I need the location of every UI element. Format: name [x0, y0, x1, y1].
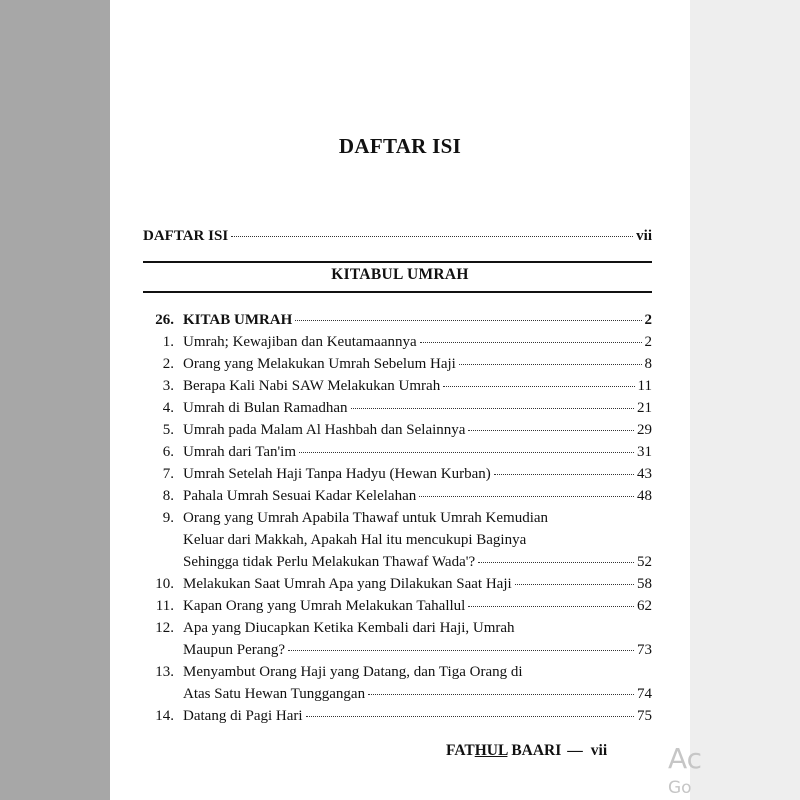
entry-number: 9. [162, 510, 174, 526]
entry-title: Orang yang Melakukan Umrah Sebelum Haji [183, 356, 456, 372]
entry-title: Berapa Kali Nabi SAW Melakukan Umrah [183, 378, 441, 394]
entry-title: Atas Satu Hewan Tunggangan [183, 686, 366, 702]
toc-entry [143, 331, 652, 353]
footer-title-c: BAARI [507, 742, 562, 759]
entry-number: 13. [155, 664, 174, 680]
chapter-page: 2 [644, 312, 652, 328]
entry-title: Apa yang Diucapkan Ketika Kembali dari Haji, Umrah [183, 620, 515, 636]
left-gutter [0, 0, 110, 800]
entry-page-number: 21 [637, 400, 652, 416]
toc-entry [143, 485, 652, 507]
dot-leader [420, 342, 642, 343]
entry-page-number: 52 [637, 554, 652, 570]
entry-page-number: 58 [637, 576, 652, 592]
chapter-row [143, 309, 652, 331]
entry-title: Umrah Setelah Haji Tanpa Hadyu (Hewan Kurban) [183, 466, 491, 482]
dot-leader [443, 386, 634, 387]
footer-page-number: vii [590, 742, 608, 759]
toc-head-row [143, 228, 652, 245]
entry-title: Orang yang Umrah Apabila Thawaf untuk Umrah Kemudian [183, 510, 549, 526]
entry-page-number: 29 [637, 422, 652, 438]
watermark-line-2: Go [668, 778, 692, 798]
right-gutter [668, 0, 800, 800]
dot-leader [288, 650, 634, 651]
entry-list [143, 331, 652, 727]
toc-entry [143, 397, 652, 419]
dot-leader [459, 364, 642, 365]
entry-title: Menyambut Orang Haji yang Datang, dan Tiga Orang di [183, 664, 523, 680]
entry-page-number: 48 [637, 488, 652, 504]
entry-title: Datang di Pagi Hari [183, 708, 303, 724]
divider-bottom [143, 291, 652, 293]
toc-entry [143, 353, 652, 375]
entry-number: 1. [162, 334, 174, 350]
entry-title: Umrah pada Malam Al Hashbah dan Selainnya [183, 422, 466, 438]
entry-page-number: 11 [637, 378, 652, 394]
entry-title: Maupun Perang? [183, 642, 286, 658]
entry-title: Keluar dari Makkah, Apakah Hal itu mencukupi Baginya [183, 532, 527, 548]
entry-number: 10. [155, 576, 174, 592]
dot-leader [368, 694, 634, 695]
entry-page-number: 62 [637, 598, 652, 614]
dot-leader [515, 584, 634, 585]
section-heading: KITABUL UMRAH [331, 266, 469, 283]
entry-page-number: 73 [637, 642, 652, 658]
entry-number: 11. [155, 598, 174, 614]
dot-leader [468, 606, 634, 607]
dot-leader [299, 452, 634, 453]
entry-title: Melakukan Saat Umrah Apa yang Dilakukan Saat Haji [183, 576, 512, 592]
toc-entry [143, 375, 652, 397]
chapter-title: KITAB UMRAH [183, 312, 293, 328]
entry-page-number: 75 [637, 708, 652, 724]
footer-title-a: FAT [446, 742, 475, 759]
dot-leader [351, 408, 634, 409]
toc-entry [143, 419, 652, 441]
footer-title-b: HUL [474, 742, 508, 759]
entry-number: 14. [155, 708, 174, 724]
toc-entry [143, 507, 652, 573]
toc-entry [143, 573, 652, 595]
entry-page-number: 8 [644, 356, 652, 372]
dot-leader [478, 562, 634, 563]
dot-leader [468, 430, 634, 431]
dot-leader [295, 320, 641, 321]
toc-entry [143, 463, 652, 485]
divider-top [143, 261, 652, 263]
entry-number: 8. [162, 488, 174, 504]
entry-title: Kapan Orang yang Umrah Melakukan Tahallul [183, 598, 466, 614]
toc-entry [143, 595, 652, 617]
entry-page-number: 74 [637, 686, 652, 702]
entry-title: Pahala Umrah Sesuai Kadar Kelelahan [183, 488, 417, 504]
entry-title: Umrah; Kewajiban dan Keutamaannya [183, 334, 417, 350]
footer-dash: — [567, 742, 583, 759]
toc-list [143, 309, 652, 727]
entry-number: 3. [162, 378, 174, 394]
entry-title: Umrah dari Tan'im [183, 444, 297, 460]
entry-number: 2. [162, 356, 174, 372]
toc-entry [143, 617, 652, 661]
dot-leader [231, 236, 633, 237]
toc-entry [143, 661, 652, 705]
entry-number: 5. [162, 422, 174, 438]
toc-head-page: vii [636, 228, 652, 244]
running-footer [446, 742, 607, 760]
entry-title: Umrah di Bulan Ramadhan [183, 400, 348, 416]
page-title: DAFTAR ISI [338, 134, 462, 158]
dot-leader [419, 496, 634, 497]
entry-number: 4. [162, 400, 174, 416]
entry-number: 6. [162, 444, 174, 460]
entry-page-number: 43 [637, 466, 652, 482]
dot-leader [494, 474, 634, 475]
toc-entry [143, 705, 652, 727]
entry-page-number: 31 [637, 444, 652, 460]
entry-number: 7. [162, 466, 174, 482]
dot-leader [306, 716, 634, 717]
watermark-line-1: Ac [668, 742, 703, 775]
toc-entry [143, 441, 652, 463]
toc-head-label: DAFTAR ISI [143, 228, 229, 244]
chapter-number: 26. [155, 312, 174, 328]
entry-number: 12. [155, 620, 174, 636]
entry-title: Sehingga tidak Perlu Melakukan Thawaf Wada'? [183, 554, 476, 570]
document-page [110, 0, 690, 800]
entry-page-number: 2 [644, 334, 652, 350]
